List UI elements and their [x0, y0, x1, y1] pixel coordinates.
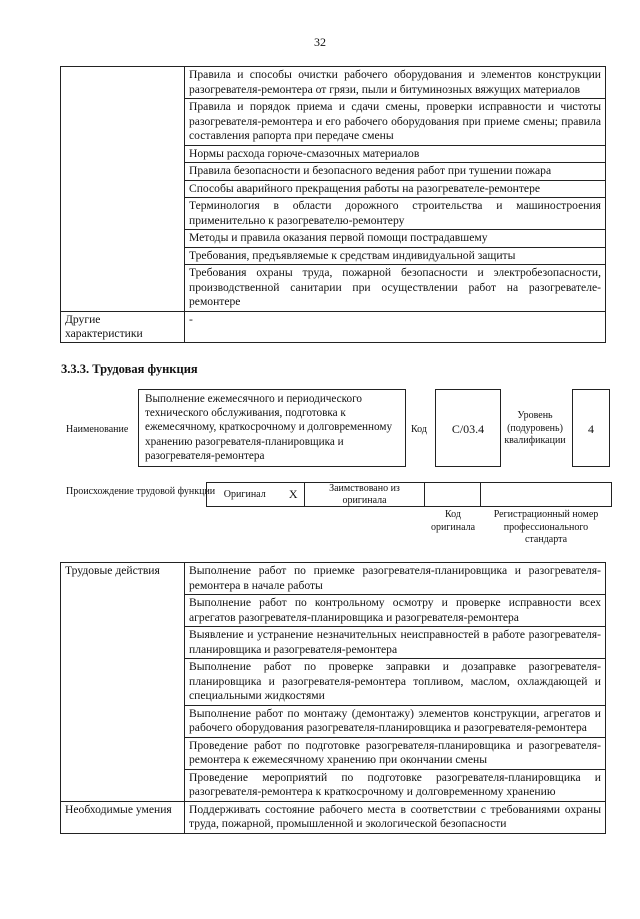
original-label: Оригинал [207, 483, 283, 507]
knowledge-row: Правила и способы очистки рабочего оборудования и элементов конструкции разогревателя-ремонтера от грязи, пыли и битуминозных вяжущих материалов [185, 67, 606, 99]
original-mark: X [283, 483, 305, 507]
qualification-level-value: 4 [572, 389, 610, 467]
knowledge-row: Требования, предъявляемые к средствам индивидуальной защиты [185, 247, 606, 265]
labour-action-row: Выполнение работ по приемке разогревателя-планировщика и разогревателя-ремонтера в начале работы [185, 563, 606, 595]
required-skills-label: Необходимые умения [61, 801, 185, 833]
knowledge-row: Способы аварийного прекращения работы на разогревателе-ремонтере [185, 180, 606, 198]
section-title: 3.3.3. Трудовая функция [61, 362, 198, 376]
labour-action-row: Выполнение работ по проверке заправки и дозаправке разогревателя-планировщика и разогревателя-ремонтера топливом, маслом, охлаждающей и специальными жидкостями [185, 659, 606, 706]
knowledge-label-cell [61, 67, 185, 312]
qualification-level-label: Уровень (подуровень) квалификации [504, 410, 566, 446]
name-label: Наименование [66, 424, 129, 435]
knowledge-table [60, 66, 606, 343]
labour-actions-table [60, 562, 606, 834]
table-row [61, 67, 606, 99]
knowledge-row: Требования охраны труда, пожарной безопасности и электробезопасности, производственной санитарии при осуществлении работ на разогревателе-ремонтере [185, 265, 606, 312]
labour-action-row: Выявление и устранение незначительных неисправностей в работе разогревателя-планировщика и разогревателя-ремонтера [185, 627, 606, 659]
function-name-value: Выполнение ежемесячного и периодического технического обслуживания, подготовка к ежемесячному, краткосрочному и долговременному хранению разогревателя-планировщика и разогревателя-ремонтера [138, 389, 406, 467]
origin-table [206, 482, 612, 507]
labour-action-row: Проведение мероприятий по подготовке разогревателя-планировщика и разогревателя-ремонтера к краткосрочному и долговременному хранению [185, 769, 606, 801]
knowledge-row: Терминология в области дорожного строительства и машиностроения применительно к разогревателю-ремонтеру [185, 198, 606, 230]
code-value: С/03.4 [435, 389, 501, 467]
other-characteristics-value: - [185, 311, 606, 342]
labour-action-row: Проведение работ по подготовке разогревателя-планировщика и разогревателя-ремонтера к ежемесячному хранению при окончании смены [185, 737, 606, 769]
original-code-cell [425, 483, 481, 507]
table-row [61, 801, 606, 833]
table-row [61, 563, 606, 595]
labour-action-row: Выполнение работ по монтажу (демонтажу) элементов конструкции, агрегатов и рабочего оборудования разогревателя-планировщика и разогревателя-ремонтера [185, 705, 606, 737]
other-characteristics-label: Другие характеристики [61, 311, 185, 342]
knowledge-row: Методы и правила оказания первой помощи пострадавшему [185, 230, 606, 248]
registration-number-caption: Регистрационный номер профессионального стандарта [493, 509, 599, 545]
labour-action-row: Выполнение работ по контрольному осмотру и проверке исправности всех агрегатов разогревателя-планировщика и разогревателя-ремонтера [185, 595, 606, 627]
registration-number-cell [481, 483, 612, 507]
original-code-caption: Код оригинала [430, 509, 476, 533]
required-skill-row: Поддерживать состояние рабочего места в соответствии с требованиями охраны труда, пожарной, промышленной и экологической безопасности [185, 801, 606, 833]
knowledge-row: Правила и порядок приема и сдачи смены, проверки исправности и чистоты разогревателя-ремонтера и его рабочего оборудования при приеме смены; правила составления рапорта при передаче смены [185, 99, 606, 146]
page-number: 32 [314, 35, 326, 49]
labour-actions-label: Трудовые действия [61, 563, 185, 802]
origin-label: Происхождение трудовой функции [66, 486, 216, 497]
borrowed-label: Заимствовано из оригинала [305, 483, 425, 507]
knowledge-row: Нормы расхода горюче-смазочных материалов [185, 145, 606, 163]
knowledge-row: Правила безопасности и безопасного ведения работ при тушении пожара [185, 163, 606, 181]
table-row [61, 311, 606, 342]
code-label: Код [411, 424, 427, 435]
